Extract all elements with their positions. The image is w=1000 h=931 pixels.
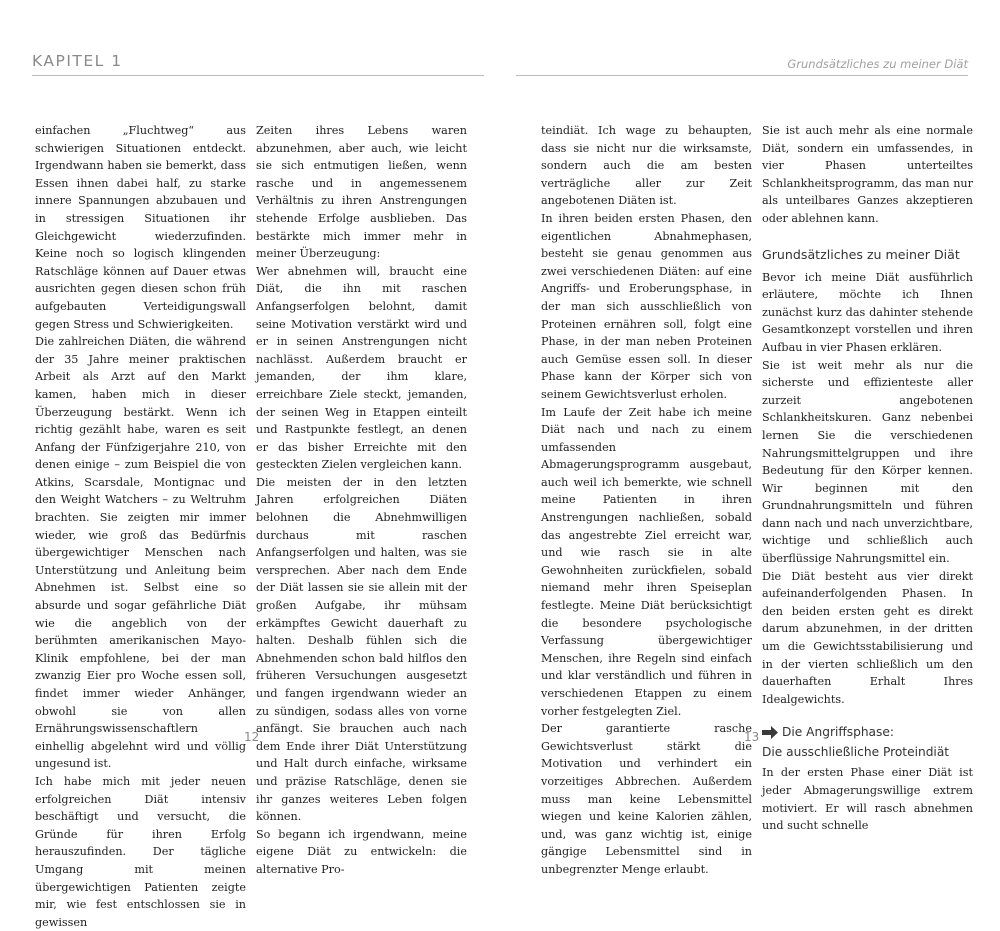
sub-heading-line2: Die ausschließliche Proteindiät [762,745,950,760]
paragraph: einfachen „Fluchtweg“ aus schwierigen Situationen entdeckt. Irgendwann haben sie bemerkt, dass Essen ihnen dabei half, zu starke innere Spannungen abzubauen und in stressigen Situationen ihr Gleichgewicht wiederzufinden. Keine noch so logisch klingenden Ratschläge können auf Dauer etwas ausrichten gegen diesen schon früh aufgebauten Verteidigungswall gegen Stress und Schwierigkeiten. [35,124,246,331]
header-rule-right [516,75,968,76]
sub-heading [762,724,973,761]
paragraph: So begann ich irgendwann, meine eigene Diät zu entwickeln: die alternative Pro- [256,827,467,876]
text-column-2 [256,122,467,879]
text-column-4 [762,122,973,835]
paragraph: Die Diät besteht aus vier direkt aufeinanderfolgenden Phasen. In den beiden ersten geht es direkt darum abzunehmen, in der dritten um die Gewichtsstabilisierung und in der vierten schließlich um den dauerhaften Erhalt Ihres Idealgewichts. [762,569,973,706]
header-rule-left [32,75,484,76]
paragraph: Wer abnehmen will, braucht eine Diät, die ihn mit raschen Anfangserfolgen belohnt, damit seine Motivation verstärkt wird und er in seinen Anstrengungen nicht nachlässt. Außerdem braucht er jemanden, der ihm klare, erreichbare Ziele steckt, jemanden, der seinen Weg in Etappen einteilt und Rastpunkte festlegt, an denen er das bisher Erreichte mit den gesteckten Zielen vergleichen kann. [256,264,467,472]
chapter-label: KAPITEL 1 [32,52,123,70]
paragraph: Sie ist auch mehr als eine normale Diät, sondern ein umfassendes, in vier Phasen unterteiltes Schlankheitsprogramm, das man nur als unteilbares Ganzes akzeptieren oder ablehnen kann. [762,124,973,225]
paragraph: Zeiten ihres Lebens waren abzunehmen, aber auch, wie leicht sie sich entmutigen ließen, wenn rasche und in angemessenem Verhältnis zu ihren Anstrengungen stehende Erfolge ausblieben. Das bestärkte mich immer mehr in meiner Überzeugung: [256,124,467,261]
paragraph: Die meisten der in den letzten Jahren erfolgreichen Diäten belohnen die Abnehmwilligen durchaus mit raschen Anfangserfolgen und halten, was sie versprechen. Aber nach dem Ende der Diät lassen sie sie allein mit der großen Aufgabe, ihr mühsam erkämpftes Gewicht dauerhaft zu halten. Deshalb fühlen sich die Abnehmenden schon bald hilflos den früheren Versuchungen ausgesetzt und fangen irgendwann wieder an zu sündigen, sodass alles von vorne anfängt. Sie brauchen auch nach dem Ende ihrer Diät Unterstützung und Halt durch einfache, wirksame und präzise Ratschläge, denen sie ihr ganzes weiteres Leben folgen können. [256,475,467,824]
paragraph: Bevor ich meine Diät ausführlich erläutere, möchte ich Ihnen zunächst kurz das dahinter stehende Gesamtkonzept vorstellen und ihren Aufbau in vier Phasen erklären. [762,270,973,354]
page-number-left: 12 [244,730,260,744]
sub-heading-line1: Die Angriffsphase: [782,725,894,740]
text-column-1 [35,122,246,931]
paragraph: Im Laufe der Zeit habe ich meine Diät nach und nach zu einem umfassenden Abmagerungsprogramm ausgebaut, auch weil ich bemerkte, wie schnell meine Patienten in ihren Anstrengungen nachließen, sobald das angestrebte Ziel erreicht war, und wie rasch sie in alte Gewohnheiten zurückfielen, sobald niemand mehr ihren Speiseplan festlegte. Meine Diät berücksichtigt die besondere psychologische Verfassung übergewichtiger Menschen, ihre Regeln sind einfach und klar verständlich und führen in verschiedenen Etappen zu einem vorher festgelegten Ziel. [541,405,752,718]
paragraph: In der ersten Phase einer Diät ist jeder Abmagerungswillige extrem motiviert. Er will rasch abnehmen und sucht schnelle [762,766,973,833]
text-column-3 [541,122,752,879]
arrow-right-icon [762,726,778,744]
paragraph: Ich habe mich mit jeder neuen erfolgreichen Diät intensiv beschäftigt und versucht, die Gründe für ihren Erfolg herauszufinden. Der tägliche Umgang mit meinen übergewichtigen Patienten zeigte mir, wie fest entschlossen sie in gewissen [35,774,246,929]
paragraph: Sie ist weit mehr als nur die sicherste und effizienteste aller zurzeit angebotenen Schlankheitskuren. Ganz nebenbei lernen Sie die verschiedenen Nahrungsmittelgruppen und ihre Bedeutung für den Körper kennen. Wir beginnen mit den Grundnahrungsmitteln und führen dann nach und nach unverzichtbare, wichtige und schließlich auch überflüssige Nahrungsmittel ein. [762,358,973,566]
paragraph: Die zahlreichen Diäten, die während der 35 Jahre meiner praktischen Arbeit als Arzt auf den Markt kamen, haben mich in dieser Überzeugung bestärkt. Wenn ich richtig gezählt habe, waren es seit Anfang der Fünfzigerjahre 210, von denen einige – zum Beispiel die von Atkins, Scarsdale, Montignac und den Weight Watchers – zu Weltruhm brachten. Sie zeigten mir immer wieder, wie groß das Bedürfnis übergewichtiger Menschen nach Unterstützung und Anleitung beim Abnehmen ist. Selbst eine so absurde und sogar gefährliche Diät wie die angeblich von der berühmten amerikanischen Mayo-Klinik empfohlene, bei der man zwanzig Eier pro Woche essen soll, findet immer wieder Anhänger, obwohl sie von allen Ernährungswissenschaftlern einhellig abgelehnt wird und völlig ungesund ist. [35,335,246,771]
section-heading: Grundsätzliches zu meiner Diät [762,246,960,262]
paragraph: Der garantierte rasche Gewichtsverlust stärkt die Motivation und verhindert ein vorzeitiges Abbrechen. Außerdem muss man keine Lebensmittel wiegen und keine Kalorien zählen, und, was ganz wichtig ist, einige gängige Lebensmittel sind in unbegrenzter Menge erlaubt. [541,722,752,876]
paragraph: teindiät. Ich wage zu behaupten, dass sie nicht nur die wirksamste, sondern auch die am besten verträgliche aller zur Zeit angebotenen Diäten ist. [541,124,752,208]
page-number-right: 13 [744,730,760,744]
paragraph: In ihren beiden ersten Phasen, den eigentlichen Abnahmephasen, besteht sie genau genommen aus zwei verschiedenen Diäten: auf eine Angriffs- und Eroberungsphase, in der man sich ausschließlich von Proteinen ernähren soll, folgt eine Phase, in der man neben Proteinen auch Gemüse essen soll. In dieser Phase kann der Körper sich von seinem Gewichtsverlust erholen. [541,211,752,401]
running-title: Grundsätzliches zu meiner Diät [787,57,968,71]
